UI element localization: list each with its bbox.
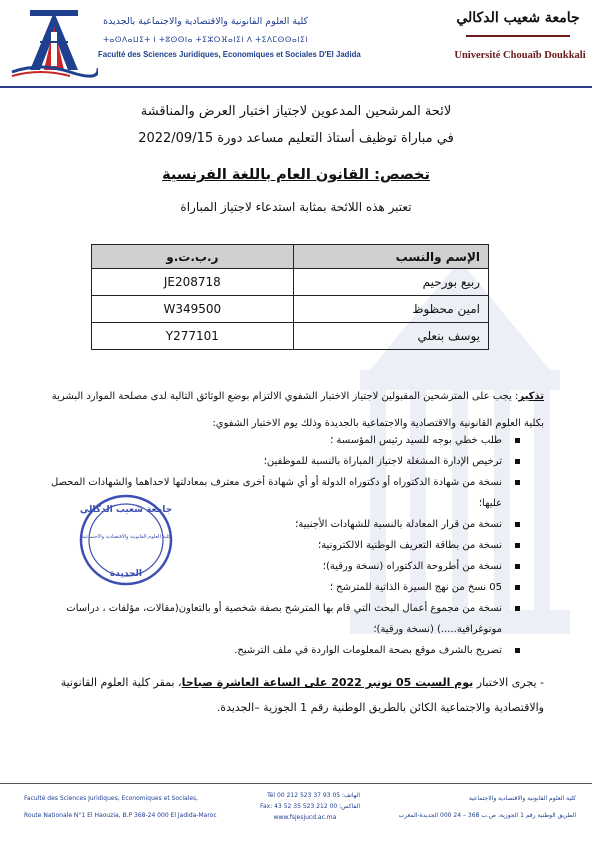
reminder-paragraph bbox=[44, 383, 544, 437]
footer-website-link[interactable]: www.fsjesjucd.ac.ma bbox=[273, 814, 337, 821]
bullet-icon bbox=[515, 459, 520, 464]
table-row bbox=[92, 296, 489, 323]
bullet-icon bbox=[515, 648, 520, 653]
reminder-keyword: تذكير bbox=[518, 391, 544, 402]
bullet-icon bbox=[515, 438, 520, 443]
university-name-arabic: جامعة شعيب الدكالي bbox=[456, 10, 580, 26]
bullet-icon bbox=[515, 522, 520, 527]
university-name-french: Université Chouaïb Doukkali bbox=[454, 50, 586, 61]
reminder-text: : يجب على المترشحين المقبولين لاجتياز الاختبار الشفوي الالتزام بوضع الوثائق التالية لدى مصلحة الموارد البشرية بكلية العلوم القانونية والاقتصادية والاجتماعية بالجديدة وذلك يوم الاختبار الشفوي: bbox=[51, 391, 544, 429]
bullet-icon bbox=[515, 606, 520, 611]
header-divider bbox=[0, 86, 592, 88]
exam-schedule-note: - يجرى الاختبار يوم السبت 05 نونبر 2022 على الساعة العاشرة صباحا، بمقر كلية العلوم القانونية والاقتصادية والاجتماعية الكائن بالطريق الوطنية رقم 1 الجوزية –الجديدة. bbox=[60, 676, 544, 714]
footer-phone: الهاتف: 05 93 37 523 212 00 Tél bbox=[267, 792, 360, 799]
stamp-text-inner: كلية العلوم القانونية والاقتصادية والاجتماعية bbox=[81, 534, 171, 540]
document-title-line1: لائحة المرشحين المدعوين لاجتياز اختبار العرض والمناقشة bbox=[140, 104, 452, 119]
cell-cin: W349500 bbox=[92, 296, 294, 323]
list-item: نسخة من قرار المعادلة بالنسبة للشهادات الأجنبية؛ bbox=[44, 514, 524, 535]
document-title-line2: في مباراة توظيف أستاذ التعليم مساعد دورة 2022/09/15 bbox=[138, 131, 454, 146]
column-header-cin: ر.ب.ت.و bbox=[92, 245, 294, 269]
list-item: ترخيص الإدارة المشغلة لاجتياز المباراة بالنسبة للموظفين؛ bbox=[44, 451, 524, 472]
footer-address-fr-line1: Faculté des Sciences Juridiques, Economiques et Sociales, bbox=[24, 795, 199, 802]
cell-name: يوسف بنعلي bbox=[293, 323, 488, 350]
list-item: نسخة من بطاقة التعريف الوطنية الالكترونية؛ bbox=[44, 535, 524, 556]
cell-name: امين محظوظ bbox=[293, 296, 488, 323]
list-item: نسخة من شهادة الدكتوراه أو دكتوراه الدولة أو أي شهادة أخرى معترف بمعادلتها لاحداهما والشهادات المحصل عليها؛ bbox=[44, 472, 524, 514]
footer-divider bbox=[0, 783, 592, 784]
cell-cin: Y277101 bbox=[92, 323, 294, 350]
stamp-text-bottom: الجديدة bbox=[109, 569, 143, 579]
official-stamp bbox=[78, 492, 174, 588]
table-row bbox=[92, 269, 489, 296]
faculty-name-arabic: كلية العلوم القانونية والاقتصادية والاجتماعية بالجديدة bbox=[103, 16, 308, 27]
faculty-name-french: Faculté des Sciences Juridiques, Economiques et Sociales D'El Jadida bbox=[98, 50, 361, 59]
bullet-icon bbox=[515, 543, 520, 548]
stamp-text-top: جامعة شعيب الدكالي bbox=[79, 505, 173, 515]
footer-address-fr-line2: Route Nationale N°1 El Haouzia, B.P 368-24 000 El Jadida-Maroc bbox=[24, 812, 217, 819]
cell-name: ربيع بورحيم bbox=[293, 269, 488, 296]
bullet-icon bbox=[515, 585, 520, 590]
faculty-logo bbox=[10, 6, 98, 80]
bullet-icon bbox=[515, 480, 520, 485]
list-item: تصريح بالشرف موقع بصحة المعلومات الواردة في ملف الترشيح. bbox=[44, 640, 524, 661]
candidates-table bbox=[91, 244, 489, 350]
list-item: نسخة من أطروحة الدكتوراه (نسخة ورقية)؛ bbox=[44, 556, 524, 577]
university-rule bbox=[466, 33, 570, 39]
footer-address-ar-line1: كلية العلوم القانونية والاقتصادية والاجتماعية bbox=[468, 795, 576, 802]
column-header-name: الإسم والنسب bbox=[293, 245, 488, 269]
footer-address-ar-line2: الطريق الوطنية رقم 1 الجوزية، ص.ب 368 – 24 000 الجديدة-المغرب bbox=[398, 812, 576, 819]
table-header-row bbox=[92, 245, 489, 269]
footer-fax: الفاكس: 00 212 523 35 52 43 :Fax bbox=[260, 803, 360, 810]
list-item: طلب خطي بوجه للسيد رئيس المؤسسة ؛ bbox=[44, 430, 524, 451]
list-item: 05 نسخ من نهج السيرة الذاتية للمترشح ؛ bbox=[44, 577, 524, 598]
convocation-note: تعتبر هذه اللائحة بمثابة استدعاء لاجتياز المباراة bbox=[180, 200, 412, 214]
specialty-heading: تخصص: القانون العام باللغة الفرنسية bbox=[162, 167, 430, 183]
cell-cin: JE208718 bbox=[92, 269, 294, 296]
exam-date: يوم السبت 05 نونبر 2022 على الساعة العاشرة صباحا bbox=[181, 676, 474, 689]
faculty-name-tifinagh: ⵜⴰⵙⴷⴰⵡⵉⵜ ⵏ ⵜⵓⵙⵙⵏⴰ ⵜⵉⵣⵔⴼⴰⵏⵉⵏ ⴷ ⵜⵉⴷⵎⵙⵙⴰⵏⵉⵏ bbox=[103, 35, 308, 44]
list-item: نسخة من مجموع أعمال البحث التي قام بها المترشح بصفة شخصية أو بالتعاون(مقالات، مؤلفات ، دراسات مونوغرافية.....) (نسخة ورقية)؛ bbox=[44, 598, 524, 640]
bullet-icon bbox=[515, 564, 520, 569]
table-row bbox=[92, 323, 489, 350]
